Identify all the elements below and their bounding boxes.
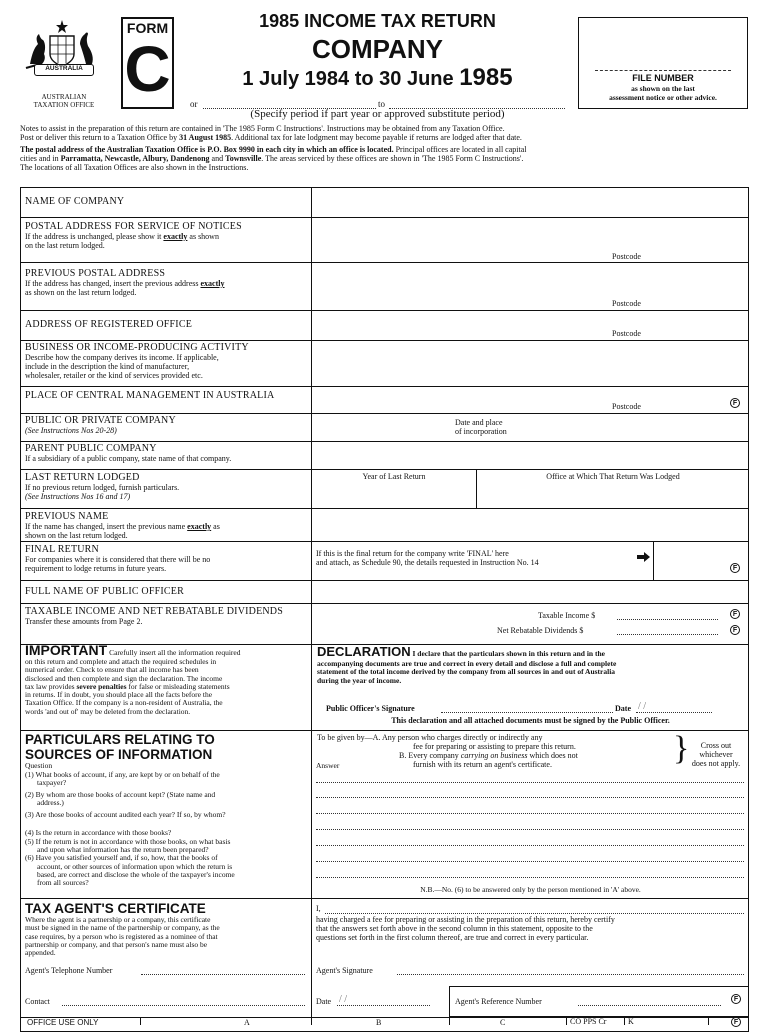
- file-number-dashes: [595, 70, 731, 71]
- answer-label: Answer: [316, 761, 340, 770]
- name-of-company-label: NAME OF COMPANY: [25, 196, 125, 207]
- agent-telephone-label: Agent's Telephone Number: [25, 966, 113, 975]
- to-label: to: [378, 99, 386, 109]
- prev-postal-label: PREVIOUS POSTAL ADDRESS If the address has changed, insert the previous address exactly as shown on the last return lodged.: [25, 268, 225, 297]
- agent-date-label: Date: [316, 997, 332, 1006]
- period-to-input[interactable]: [391, 97, 563, 108]
- agent-certificate-text: Where the agent is a partnership or a company, this certificate must be signed in the name of the partnership or company, as the case requires, by a person who is registered as a nominee of that partnership or company, and that person's name must also be appended.: [25, 915, 220, 958]
- f-marker-icon: F: [730, 563, 740, 573]
- agent-reference-label: Agent's Reference Number: [455, 997, 542, 1006]
- last-return-label: LAST RETURN LODGED If no previous return lodged, furnish particulars. (See Instructions Nos 16 and 17): [25, 472, 180, 501]
- cross-out-note: Cross out whichever does not apply.: [691, 741, 741, 768]
- net-rebatable-label: Net Rebatable Dividends $: [497, 626, 584, 635]
- agent-i-label: I,: [316, 904, 321, 913]
- f-marker-icon: F: [731, 1017, 741, 1027]
- arrow-right-icon: [637, 549, 650, 567]
- contact-label: Contact: [25, 997, 50, 1006]
- period-note: (Specify period if part year or approved substitute period): [250, 108, 505, 120]
- agency-line1: AUSTRALIAN: [41, 93, 87, 101]
- public-officer-signature-input[interactable]: [443, 700, 611, 712]
- parent-company-label: PARENT PUBLIC COMPANY If a subsidiary of a public company, state name of that company.: [25, 443, 232, 463]
- f-marker-icon: F: [730, 625, 740, 635]
- business-activity-label: BUSINESS OR INCOME-PRODUCING ACTIVITY Describe how the company derives its income. If applicable, include in the description the kind of manufacturer, wholesaler, retailer or the kind of services provided etc.: [25, 342, 249, 380]
- answer-2-input[interactable]: [318, 786, 742, 797]
- previous-name-label: PREVIOUS NAME If the name has changed, insert the previous name exactly as shown on the last return lodged.: [25, 511, 220, 540]
- declaration-title: DECLARATION: [317, 644, 411, 659]
- date-place-label: Date and place of incorporation: [455, 418, 507, 436]
- final-return-input[interactable]: [657, 553, 725, 567]
- questions-list: (1) What books of account, if any, are kept by or on behalf of the taxpayer? (2) By whom are those books of account kept? (State name and address.) (3) Are those books of account audited each year? If so, by whom? (4) Is the return in accordance with those books? (5) If the return is not in accordance with those books, on what basis and upon what information has the return been prepared? (6) Have you satisfied yourself and, if so, how, that the books of account, or other sources of information upon which the return is based, are correct and disclose the whole of the taxpayer's income from all sources?: [25, 770, 235, 888]
- year-last-return-label: Year of Last Return: [362, 472, 426, 481]
- postal-address-label: POSTAL ADDRESS FOR SERVICE OF NOTICES If the address is unchanged, please show it exactly as shown on the last return lodged.: [25, 221, 309, 250]
- coat-of-arms-text: AUSTRALIA: [45, 65, 83, 72]
- office-col-a: A: [244, 1018, 250, 1027]
- f-marker-icon: F: [731, 994, 741, 1004]
- or-label: or: [190, 99, 198, 109]
- prev-postal-postcode-label: Postcode: [612, 299, 641, 308]
- postal-address-input[interactable]: [316, 224, 744, 248]
- given-by-text: To be given by—A. Any person who charges directly or indirectly any fee for preparing or assisting to prepare this return. B. Every company carrying on business which does not furnish with its return an agent's certificate.: [317, 733, 578, 769]
- form-letter: C: [124, 33, 171, 105]
- important-section: IMPORTANT Carefully insert all the information required on this return and complete and attach the required schedules in numerical order. Check to ensure that all income has been disclosed and then complete and sign the declaration. The income tax law provides severe penalties for false or misleading statements in returns. If in doubt, you should place all the facts before the Taxation Office. If the company is a non-resident of Australia, the words 'and out of' may be deleted from the declaration.: [25, 642, 241, 716]
- office-co-pps-cr: CO PPS Cr: [570, 1017, 607, 1026]
- office-col-c: C: [500, 1018, 506, 1027]
- notes-line1: Notes to assist in the preparation of this return are contained in 'The 1985 Form C Instructions'. Instructions may be obtained from any Taxation Office.: [20, 124, 505, 133]
- period-from-input[interactable]: [205, 97, 373, 108]
- parent-company-input[interactable]: [316, 448, 744, 462]
- agency-name: [18, 93, 110, 109]
- declaration-section: DECLARATION I declare that the particulars shown in this return and in the accompanying documents are true and correct in every detail and disclose a full and complete statement of the total income derived by the company from all sources in and out of Australia during the year of income.: [317, 644, 617, 685]
- year-last-return-input[interactable]: [316, 488, 471, 502]
- file-number-note1: as shown on the last: [631, 84, 695, 93]
- agent-date-input[interactable]: [339, 993, 429, 1005]
- office-lodged-label: Office at Which That Return Was Lodged: [546, 472, 680, 481]
- public-officer-signature-label: Public Officer's Signature: [326, 704, 415, 713]
- declaration-date-label: Date: [615, 704, 631, 713]
- public-private-label: PUBLIC OR PRIVATE COMPANY (See Instructions Nos 20-28): [25, 415, 176, 435]
- declaration-sign-note: This declaration and all attached documents must be signed by the Public Officer.: [391, 716, 670, 725]
- form-word: FORM: [126, 20, 169, 36]
- f-marker-icon: F: [730, 609, 740, 619]
- important-title: IMPORTANT: [25, 642, 108, 658]
- central-management-label: PLACE OF CENTRAL MANAGEMENT IN AUSTRALIA: [25, 390, 275, 401]
- office-use-label: OFFICE USE ONLY: [27, 1018, 99, 1027]
- company-name-input[interactable]: [316, 196, 744, 210]
- agent-certify-text: having charged a fee for preparing or assisting in the preparation of this return, hereby certify that the answers set forth above in the second column in this statement, opposite to the questions set forth in the first column thereof, are true and correct in every particular.: [316, 915, 615, 942]
- agent-signature-label: Agent's Signature: [316, 966, 373, 975]
- file-number-box: [578, 17, 748, 109]
- incorporation-input[interactable]: [535, 420, 743, 434]
- office-lodged-input[interactable]: [481, 488, 743, 502]
- brace-icon: }: [673, 730, 690, 767]
- title-period: 1 July 1984 to 30 June: [242, 68, 460, 90]
- notes-line2: Post or deliver this return to a Taxation Office by 31 August 1985. Additional tax for late lodgment may become payable if returns are lodged after that date.: [20, 133, 522, 142]
- taxable-income-row-label: TAXABLE INCOME AND NET REBATABLE DIVIDENDS Transfer these amounts from Page 2.: [25, 606, 283, 626]
- taxable-income-input[interactable]: [619, 608, 717, 619]
- taxable-income-label: Taxable Income $: [538, 611, 596, 620]
- title-line3: [190, 64, 565, 92]
- declaration-date-input[interactable]: [638, 700, 710, 712]
- notes-line3: The postal address of the Australian Taxation Office is P.O. Box 9990 in each city in which an office is located. Principal offices are located in all capital: [20, 145, 527, 154]
- particulars-title: PARTICULARS RELATING TO SOURCES OF INFORMATION: [25, 732, 215, 762]
- coat-of-arms-scroll: [34, 64, 94, 76]
- title-year: 1985: [459, 64, 513, 91]
- public-officer-label: FULL NAME OF PUBLIC OFFICER: [25, 586, 184, 597]
- business-activity-input[interactable]: [316, 346, 744, 380]
- agent-telephone-input[interactable]: [143, 962, 303, 974]
- agency-line2: TAXATION OFFICE: [33, 101, 95, 109]
- postal-postcode-label: Postcode: [612, 252, 641, 261]
- registered-postcode-label: Postcode: [612, 329, 641, 338]
- agent-reference-input[interactable]: [580, 993, 720, 1005]
- public-officer-input[interactable]: [316, 585, 744, 599]
- final-return-instruction: If this is the final return for the company write 'FINAL' here and attach, as Schedule 90, the details requested in Instruction No. 14: [316, 549, 539, 567]
- nb-note: N.B.—No. (6) to be answered only by the person mentioned in 'A' above.: [420, 885, 641, 894]
- previous-name-input[interactable]: [316, 516, 744, 532]
- f-marker-icon: F: [730, 398, 740, 408]
- file-number-label: FILE NUMBER: [632, 73, 694, 83]
- central-management-input[interactable]: [316, 388, 596, 402]
- postal-address-title: POSTAL ADDRESS FOR SERVICE OF NOTICES: [25, 221, 242, 232]
- public-private-input[interactable]: [316, 420, 446, 434]
- office-k: K: [628, 1017, 634, 1026]
- agent-certificate-title: TAX AGENT'S CERTIFICATE: [25, 901, 206, 916]
- agent-name-input[interactable]: [327, 901, 743, 913]
- answer-3-input[interactable]: [318, 802, 742, 813]
- notes-line4: cities and in Parramatta, Newcastle, Albury, Dandenong and Townsville. The areas serviced by these offices are shown in 'The 1985 Form C Instructions'.: [20, 154, 524, 163]
- net-rebatable-input[interactable]: [619, 623, 717, 634]
- registered-office-input[interactable]: [316, 316, 744, 330]
- answer-5-input[interactable]: [318, 834, 742, 845]
- final-return-label: FINAL RETURN For companies where it is considered that there will be no requirement to lodge returns in future years.: [25, 544, 211, 573]
- form-c-box: [121, 17, 174, 109]
- title-line1: 1985 INCOME TAX RETURN: [259, 11, 496, 31]
- notes-line5: The locations of all Taxation Offices are also shown in the Instructions.: [20, 163, 249, 172]
- answer-6-input[interactable]: [318, 866, 742, 877]
- prev-postal-input[interactable]: [316, 270, 744, 294]
- agent-signature-input[interactable]: [399, 962, 742, 974]
- file-number-note2: assessment notice or other advice.: [609, 93, 717, 102]
- title-line2: COMPANY: [312, 34, 443, 64]
- central-postcode-label: Postcode: [612, 402, 641, 411]
- registered-office-label: ADDRESS OF REGISTERED OFFICE: [25, 319, 193, 330]
- office-col-b: B: [376, 1018, 382, 1027]
- question-label: Question: [25, 761, 53, 770]
- contact-input[interactable]: [64, 993, 304, 1005]
- answer-1-input[interactable]: [318, 771, 742, 782]
- file-number-input[interactable]: [595, 54, 731, 66]
- answer-4-input[interactable]: [318, 818, 742, 829]
- notes-block: [20, 124, 750, 172]
